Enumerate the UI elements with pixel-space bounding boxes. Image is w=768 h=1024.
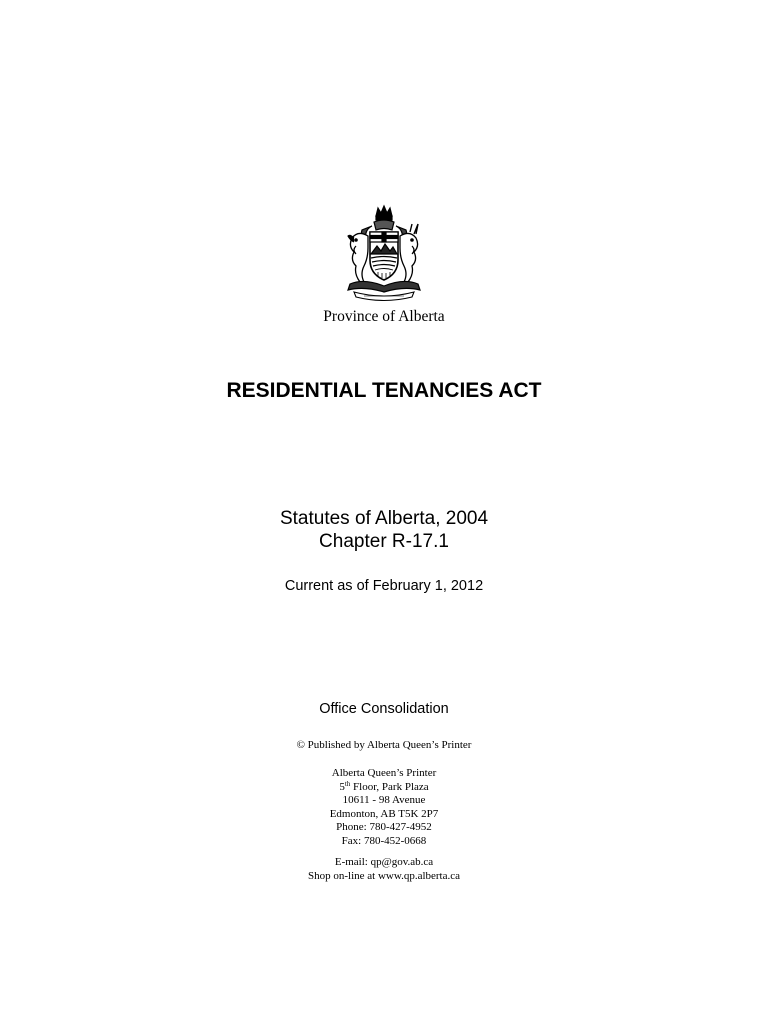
city-line: Edmonton, AB T5K 2P7 <box>329 807 439 820</box>
contact-block <box>0 856 768 883</box>
chapter-line: Chapter R-17.1 <box>319 531 449 552</box>
current-as-of: Current as of February 1, 2012 <box>284 578 484 594</box>
statutes-block <box>0 507 768 553</box>
street-line: 10611 - 98 Avenue <box>342 794 426 807</box>
phone-line: Phone: 780-427-4952 <box>336 821 432 834</box>
printer-name: Alberta Queen’s Printer <box>331 767 437 779</box>
shop-online-line: Shop on-line at www.qp.alberta.ca <box>307 869 461 882</box>
act-title: RESIDENTIAL TENANCIES ACT <box>226 379 542 402</box>
office-consolidation: Office Consolidation <box>319 701 449 717</box>
fax-line: Fax: 780-452-0668 <box>341 834 427 847</box>
email-line: E-mail: qp@gov.ab.ca <box>334 856 434 868</box>
floor-number: 5 <box>339 780 345 793</box>
printer-address <box>0 767 768 849</box>
statutes-line: Statutes of Alberta, 2004 <box>279 508 489 529</box>
published-by: © Published by Alberta Queen’s Printer <box>296 739 472 751</box>
floor-rest: Floor, Park Plaza <box>350 780 429 793</box>
floor-suffix: th <box>344 779 351 788</box>
floor-line <box>0 781 768 795</box>
province-name: Province of Alberta <box>323 308 445 325</box>
alberta-coat-of-arms-icon <box>334 200 434 302</box>
